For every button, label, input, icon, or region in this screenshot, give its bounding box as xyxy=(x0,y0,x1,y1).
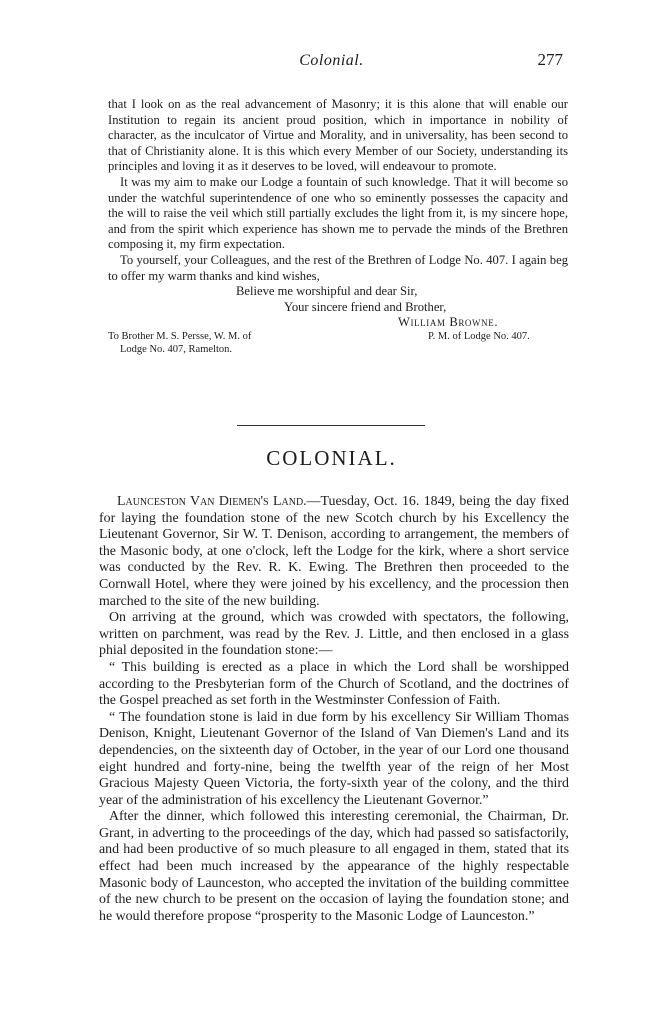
dateline: Launceston Van Diemen's Land. xyxy=(117,494,307,509)
addressee-line: To Brother M. S. Persse, W. M. of xyxy=(108,331,252,343)
article-paragraph: “ This building is erected as a place in which the Lord shall be worshipped according to the Presbyterian form of the Church of Scotland, and the doctrines of the Gospel preached as set forth in the Westminster Confession of Faith. xyxy=(99,659,569,709)
page-number: 277 xyxy=(537,50,563,69)
section-divider xyxy=(237,425,425,426)
signature: William Browne. xyxy=(398,315,499,330)
article-paragraph xyxy=(99,494,569,610)
addressee-row xyxy=(108,330,568,343)
letter-paragraph: To yourself, your Colleagues, and the rest of the Brethren of Lodge No. 407. I again beg to offer my warm thanks and kind wishes, xyxy=(108,252,568,283)
closing-line: Believe me worshipful and dear Sir, xyxy=(236,284,418,299)
article-body xyxy=(99,494,569,925)
section-heading: COLONIAL. xyxy=(266,446,397,470)
article-paragraph: “ The foundation stone is laid in due form by his excellency Sir William Thomas Denison, Knight, Lieutenant Governor of the Island of Van Diemen's Land and its dependencies, on the sixteenth day of October, in the year of our Lord one thousand eight hundred and forty-nine, being the twelfth year of the reign of her Most Gracious Majesty Queen Victoria, the forty-sixth year of the colony, and the third year of the administration of his excellency the Lieutenant Governor.” xyxy=(99,709,569,808)
article-paragraph: On arriving at the ground, which was crowded with spectators, the following, written on parchment, was read by the Rev. J. Little, and then enclosed in a glass phial deposited in the foundation stone:— xyxy=(99,610,569,659)
article-paragraph: After the dinner, which followed this interesting ceremonial, the Chairman, Dr. Grant, in adverting to the proceedings of the day, which had passed so satisfactorily, and had been productive of so much pleasure to all engaged in them, stated that its effect had been much increased by the appearance of the highly respectable Masonic body of Launceston, who accepted the invitation of the building committee of the new church to be present on the occasion of laying the foundation stone; and he would therefore propose “prosperity to the Masonic Lodge of Launceston.” xyxy=(99,809,569,924)
addressee-line: Lodge No. 407, Ramelton. xyxy=(120,344,232,356)
closing-line: Your sincere friend and Brother, xyxy=(284,299,447,314)
article-paragraph-text: —Tuesday, Oct. 16. 1849, being the day fixed for laying the foundation stone of the new Scotch church by his Excellency the Lieutenant Governor, Sir W. T. Denison, according to arrangement, the members of the Masonic body, at one o'clock, left the Lodge for the kirk, where a short service was conducted by the Rev. R. K. Ewing. The Brethren then proceeded to the Cornwall Hotel, where they were joined by his excellency, and the procession then marched to the site of the new building. xyxy=(99,494,569,609)
letter-paragraph: that I look on as the real advancement of Masonry; it is this alone that will enable our Institution to regain its ancient proud position, which in importance in nobility of character, as the inculcator of Virtue and Morality, and in universality, has been second to that of Christianity alone. It is this which every Member of our Society, understanding its principles and loving it as it deserves to be loved, will endeavour to promote. xyxy=(108,97,568,174)
letter-paragraph: It was my aim to make our Lodge a fountain of such knowledge. That it will become so under the watchful superintendence of one who so eminently possesses the capacity and the will to raise the veil which still partially excludes the light from it, is my sincere hope, and from the spirit which experience has shown me to pervade the minds of the Brethren composing it, my firm expectation. xyxy=(108,174,568,252)
letter-continuation xyxy=(108,97,568,356)
signature-row xyxy=(108,315,568,330)
letter-closing xyxy=(108,284,568,356)
signatory-title: P. M. of Lodge No. 407. xyxy=(428,331,530,343)
running-title: Colonial. xyxy=(299,52,364,69)
